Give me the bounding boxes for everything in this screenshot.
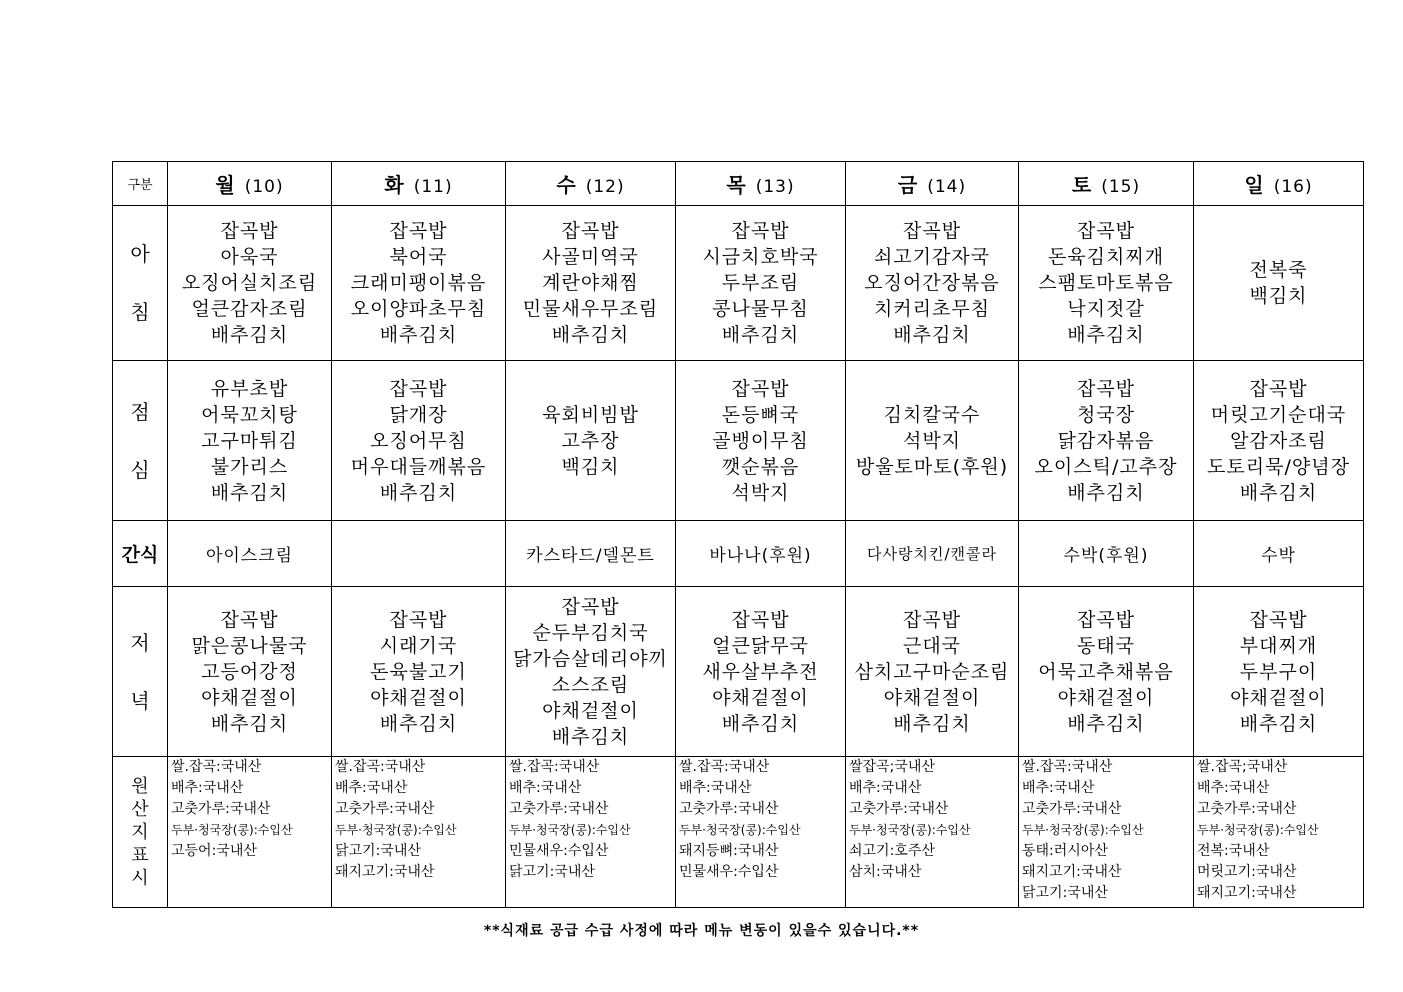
menu-item: 소스조림 [551,673,630,696]
menu-item: 잡곡밥 [731,377,790,400]
origin-cell [1194,757,1364,908]
menu-item: 야채겉절이 [1057,686,1155,709]
origin-cell [676,757,846,908]
menu-cell [332,587,506,757]
menu-item: 쌀.잡곡:국내산 [509,759,600,775]
menu-cell [1194,206,1364,361]
menu-item: 배추김치 [721,712,800,735]
menu-item: 야채겉절이 [712,686,809,709]
menu-cell [1019,587,1194,757]
snack-row [113,521,1364,587]
menu-item: 근대국 [902,634,962,657]
menu-cell [676,361,846,521]
menu-item: 두부구이 [1239,660,1318,683]
menu-cell [846,206,1019,361]
menu-cell [1019,206,1194,361]
menu-item: 배추김치 [1067,324,1145,346]
menu-item: 배추김치 [893,712,971,735]
day-header: 토 (15) [1019,162,1194,206]
menu-item: 잡곡밥 [220,608,279,631]
menu-item: 석박지 [902,429,962,452]
menu-item: 쌀.잡곡;국내산 [1197,759,1288,775]
menu-item: 민물새우:수입산 [679,864,779,880]
menu-item: 잡곡밥 [1076,377,1136,400]
menu-item: 얼큰감자조림 [191,298,308,320]
menu-item: 오징어무침 [370,429,467,452]
menu-item: 오징어간장볶음 [864,272,1000,294]
menu-item: 동태:러시아산 [1022,843,1108,859]
menu-item: 머릿고기:국내산 [1197,864,1297,880]
menu-item: 시금치호박국 [702,246,819,268]
menu-item: 고춧가루:국내산 [171,801,271,817]
menu-item: 고춧가루:국내산 [509,801,609,817]
origin-cell [168,757,332,908]
menu-item: 잡곡밥 [731,608,790,631]
lunch-label: 점 심 [113,361,168,521]
menu-item: 두부·청국장(콩):수입산 [679,823,801,837]
menu-item: 두부·청국장(콩):수입산 [509,823,631,837]
menu-item: 알감자조림 [1230,429,1327,452]
menu-item: 잡곡밥 [1076,220,1136,242]
snack-label: 간식 [113,521,168,587]
menu-item: 배추:국내산 [1197,780,1270,796]
origin-cell [846,757,1019,908]
menu-item: 고구마튀김 [201,429,298,452]
menu-cell [676,206,846,361]
menu-item: 돼지고기:국내산 [1022,864,1122,880]
menu-item: 삼치고구마순조림 [854,660,1010,683]
menu-item: 머우대들깨볶음 [350,455,487,478]
menu-item: 계란야채찜 [542,272,639,294]
menu-item: 얼큰닭무국 [712,634,809,657]
menu-item: 배추김치 [379,712,458,735]
day-header: 일 (16) [1194,162,1364,206]
menu-item: 쌀.잡곡:국내산 [171,759,262,775]
menu-item: 석박지 [731,481,790,504]
menu-item: 배추:국내산 [679,780,752,796]
snack-cell: 수박(후원) [1019,521,1194,587]
menu-item: 두부·청국장(콩):수입산 [335,823,457,837]
menu-cell [676,587,846,757]
snack-cell: 다사랑치킨/캔콜라 [846,521,1019,587]
menu-item: 북어국 [389,246,448,268]
corner-label: 구분 [113,162,168,206]
menu-item: 불가리스 [210,455,289,478]
origin-cell [1019,757,1194,908]
menu-item: 야채겉절이 [370,686,467,709]
menu-item: 김치칼국수 [883,403,981,426]
menu-item: 두부·청국장(콩):수입산 [171,823,293,837]
menu-item: 잡곡밥 [902,220,962,242]
menu-item: 배추김치 [210,481,289,504]
menu-item: 오이양파초무침 [350,298,487,320]
menu-item: 닭감자볶음 [1057,429,1155,452]
menu-item: 배추:국내산 [171,780,244,796]
menu-item: 골뱅이무침 [712,429,809,452]
header-row [113,162,1364,206]
menu-item: 전복죽 [1249,259,1308,281]
menu-item: 고춧가루:국내산 [1197,801,1297,817]
menu-item: 두부·청국장(콩):수입산 [849,823,971,837]
menu-cell [168,206,332,361]
snack-cell [332,521,506,587]
snack-cell: 수박 [1194,521,1364,587]
snack-cell: 바나나(후원) [676,521,846,587]
menu-cell [1194,361,1364,521]
menu-item: 배추김치 [1067,712,1145,735]
menu-item: 사골미역국 [542,246,639,268]
day-header: 월 (10) [168,162,332,206]
menu-item: 잡곡밥 [731,220,790,242]
menu-item: 배추김치 [1239,481,1318,504]
menu-item: 돼지등뼈:국내산 [679,843,779,859]
menu-item: 쌀.잡곡:국내산 [335,759,426,775]
origin-cell [332,757,506,908]
menu-item: 치커리초무침 [873,298,991,320]
menu-cell [1019,361,1194,521]
menu-item: 육회비빔밥 [542,403,639,426]
menu-item: 배추김치 [379,324,458,346]
menu-item: 전복:국내산 [1197,843,1270,859]
menu-item: 고춧가루:국내산 [849,801,949,817]
menu-item: 배추:국내산 [335,780,408,796]
menu-cell [332,206,506,361]
menu-item: 닭고기:국내산 [335,843,421,859]
menu-item: 쇠고기감자국 [873,246,991,268]
menu-item: 콩나물무침 [712,298,809,320]
menu-item: 방울토마토(후원) [855,455,1009,478]
menu-item: 돼지고기:국내산 [335,864,435,880]
menu-item: 낙지젓갈 [1067,298,1145,320]
menu-cell [846,587,1019,757]
menu-item: 부대찌개 [1239,634,1318,657]
menu-item: 크래미팽이볶음 [350,272,487,294]
menu-item: 배추김치 [210,712,289,735]
menu-item: 청국장 [1076,403,1136,426]
menu-item: 배추:국내산 [509,780,582,796]
menu-item: 고추장 [561,429,620,452]
menu-item: 야채겉절이 [1230,686,1327,709]
menu-change-notice: **식재료 공급 수급 사정에 따라 메뉴 변동이 있을수 있습니다.** [483,923,920,939]
menu-item: 고춧가루:국내산 [335,801,435,817]
menu-item: 고춧가루:국내산 [1022,801,1122,817]
menu-cell [846,361,1019,521]
menu-item: 닭고기:국내산 [1022,885,1108,901]
menu-item: 시래기국 [379,634,458,657]
menu-item: 돈등뼈국 [721,403,800,426]
menu-item: 배추김치 [379,481,458,504]
menu-item: 머릿고기순대국 [1210,403,1347,426]
menu-item: 쌀.잡곡:국내산 [1022,759,1113,775]
lunch-row [113,361,1364,521]
menu-item: 닭고기:국내산 [509,864,595,880]
menu-item: 배추김치 [551,725,630,748]
menu-item: 잡곡밥 [1076,608,1136,631]
menu-item: 잡곡밥 [1249,608,1308,631]
menu-item: 닭개장 [389,403,448,426]
menu-item: 순두부김치국 [532,621,649,644]
menu-item: 잡곡밥 [389,220,448,242]
menu-item: 쇠고기:호주산 [849,843,935,859]
menu-item: 깻순볶음 [721,455,800,478]
menu-item: 배추김치 [1239,712,1318,735]
menu-item: 잡곡밥 [902,608,962,631]
menu-item: 잡곡밥 [1249,377,1308,400]
menu-item: 잡곡밥 [561,595,620,618]
menu-item: 유부초밥 [210,377,289,400]
menu-cell [1194,587,1364,757]
menu-item: 스팸토마토볶음 [1038,272,1174,294]
menu-item: 배추김치 [721,324,800,346]
menu-item: 어묵고추채볶음 [1038,660,1174,683]
dinner-label: 저 녁 [113,587,168,757]
menu-item: 도토리묵/양념장 [1207,455,1350,478]
menu-item: 잡곡밥 [561,220,620,242]
day-header: 수 (12) [506,162,676,206]
menu-item: 동태국 [1076,634,1136,657]
menu-item: 돈육김치찌개 [1047,246,1165,268]
menu-item: 잡곡밥 [389,377,448,400]
day-header: 목 (13) [676,162,846,206]
menu-cell [168,587,332,757]
origin-cell [506,757,676,908]
snack-cell: 아이스크림 [168,521,332,587]
menu-item: 두부·청국장(콩):수입산 [1197,823,1319,837]
menu-cell [168,361,332,521]
breakfast-row [113,206,1364,361]
menu-item: 닭가슴살데리야끼 [513,647,668,670]
breakfast-label: 아 침 [113,206,168,361]
dinner-row [113,587,1364,757]
menu-item: 배추:국내산 [1022,780,1095,796]
menu-item: 새우살부추전 [702,660,819,683]
origin-label: 원 산 지 표 시 [113,757,168,908]
menu-item: 쌀잡곡;국내산 [849,759,935,775]
menu-item: 오징어실치조림 [181,272,318,294]
menu-cell [506,206,676,361]
menu-item: 잡곡밥 [389,608,448,631]
origin-row [113,757,1364,908]
menu-item: 맑은콩나물국 [191,634,308,657]
menu-item: 민물새우무조림 [522,298,659,320]
menu-item: 고등어:국내산 [171,843,257,859]
menu-item: 배추김치 [893,324,971,346]
menu-item: 배추김치 [551,324,630,346]
menu-cell [506,587,676,757]
menu-item: 삼치:국내산 [849,864,922,880]
menu-item: 민물새우:수입산 [509,843,609,859]
menu-item: 배추김치 [210,324,289,346]
menu-item: 두부·청국장(콩):수입산 [1022,823,1144,837]
menu-item: 배추:국내산 [849,780,922,796]
menu-item: 백김치 [561,455,620,478]
menu-item: 고등어강정 [201,660,298,683]
menu-item: 오이스틱/고추장 [1034,455,1178,478]
menu-item: 잡곡밥 [220,220,279,242]
menu-cell [506,361,676,521]
day-header: 화 (11) [332,162,506,206]
menu-item: 배추김치 [1067,481,1145,504]
menu-item: 야채겉절이 [201,686,298,709]
menu-item: 쌀.잡곡:국내산 [679,759,770,775]
weekly-menu-table [112,161,1364,908]
day-header: 금 (14) [846,162,1019,206]
menu-item: 고춧가루:국내산 [679,801,779,817]
menu-item: 백김치 [1249,285,1308,307]
menu-item: 두부조림 [721,272,800,294]
menu-item: 아욱국 [220,246,279,268]
menu-item: 야채겉절이 [542,699,639,722]
menu-item: 야채겉절이 [883,686,981,709]
snack-cell: 카스타드/델몬트 [506,521,676,587]
menu-cell [332,361,506,521]
menu-item: 돈육불고기 [370,660,467,683]
menu-item: 돼지고기:국내산 [1197,885,1297,901]
menu-item: 어묵꼬치탕 [201,403,298,426]
